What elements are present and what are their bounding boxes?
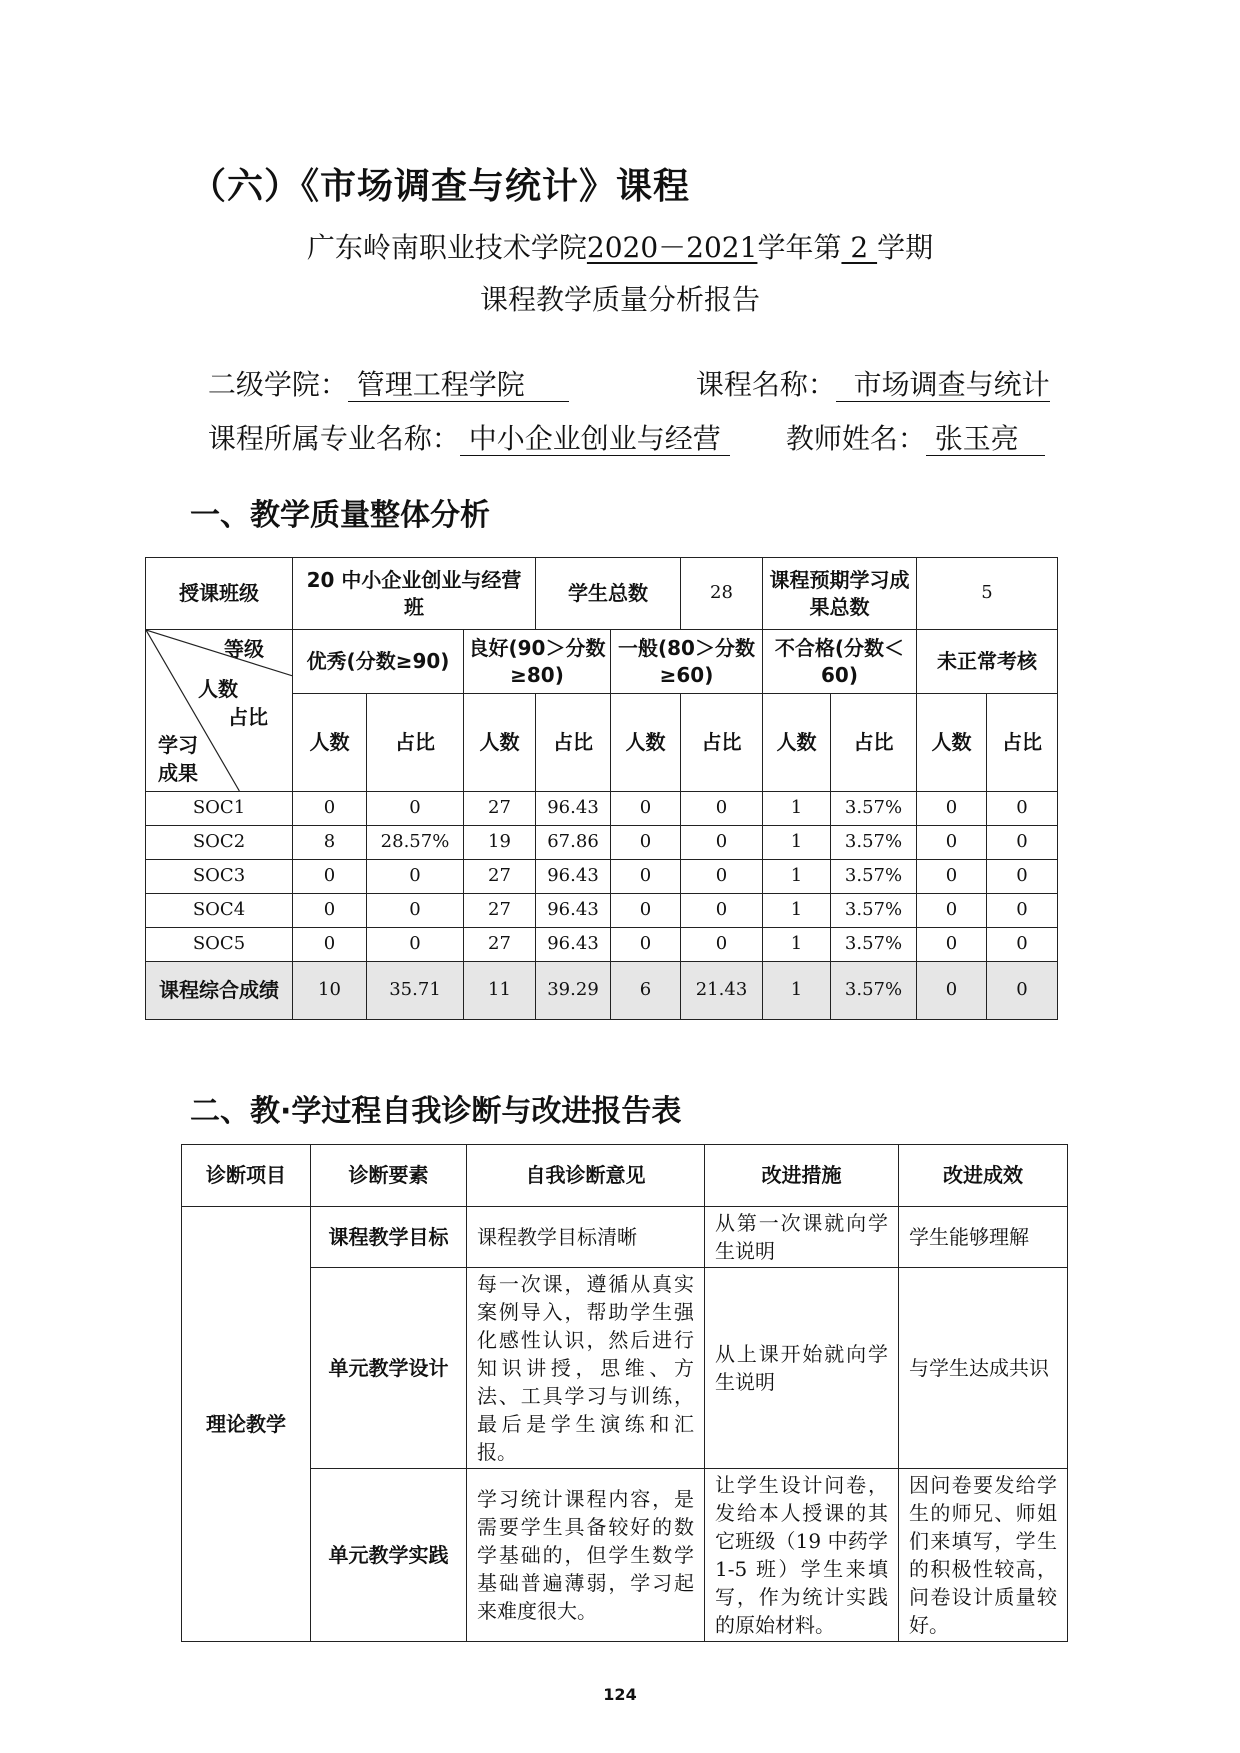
outcome-cell: 0 (681, 928, 763, 962)
outcome-label: SOC5 (146, 928, 293, 962)
outcome-cell: 27 (464, 860, 536, 894)
outcomes-value: 5 (917, 558, 1058, 630)
section-1-title: 一、教学质量整体分析 (190, 498, 490, 533)
sub-ratio-header: 占比 (831, 694, 917, 792)
outcome-cell: 0 (987, 860, 1058, 894)
total-cell: 3.57% (831, 962, 917, 1020)
sub-count-header: 人数 (917, 694, 987, 792)
outcome-cell: 0 (293, 792, 367, 826)
total-cell: 6 (611, 962, 681, 1020)
total-cell: 10 (293, 962, 367, 1020)
outcome-cell: 0 (367, 894, 464, 928)
total-cell: 39.29 (536, 962, 611, 1020)
major-field (190, 384, 730, 457)
outcome-row (146, 860, 1058, 894)
sub-ratio-header: 占比 (367, 694, 464, 792)
diagnosis-header-row (182, 1145, 1068, 1207)
outcome-cell: 1 (763, 928, 831, 962)
sub-ratio-header: 占比 (681, 694, 763, 792)
college-value: 管理工程学院 (347, 368, 570, 401)
total-cell: 21.43 (681, 962, 763, 1020)
total-cell: 11 (464, 962, 536, 1020)
sub-count-header: 人数 (763, 694, 831, 792)
page-number: 124 (603, 1685, 637, 1704)
total-cell: 35.71 (367, 962, 464, 1020)
header-opinion: 自我诊断意见 (467, 1145, 705, 1207)
sub-count-header: 人数 (464, 694, 536, 792)
diagnosis-measure: 让学生设计问卷，发给本人授课的其它班级（19 中药学 1-5 班）学生来填写，作为统计实践的原始材料。 (705, 1469, 899, 1642)
diagonal-header-cell (146, 630, 293, 792)
report-school-line (0, 226, 1240, 266)
diagnosis-effect: 因问卷要发给学生的师兄、师姐们来填写，学生的积极性较高，问卷设计质量较好。 (899, 1469, 1068, 1642)
outcome-cell: 3.57% (831, 894, 917, 928)
outcome-cell: 1 (763, 894, 831, 928)
grade-excellent: 优秀(分数≥90) (293, 630, 464, 694)
outcome-cell: 0 (987, 826, 1058, 860)
term-suffix: 学期 (877, 231, 934, 264)
outcome-cell: 96.43 (536, 928, 611, 962)
total-cell: 0 (987, 962, 1058, 1020)
outcome-rows (146, 792, 1058, 962)
total-label: 课程综合成绩 (146, 962, 293, 1020)
header-effect: 改进成效 (899, 1145, 1068, 1207)
outcome-row (146, 928, 1058, 962)
outcome-cell: 0 (293, 860, 367, 894)
sub-count-header: 人数 (611, 694, 681, 792)
outcome-cell: 0 (367, 792, 464, 826)
outcome-cell: 0 (917, 928, 987, 962)
students-label: 学生总数 (536, 558, 681, 630)
header-item: 诊断项目 (182, 1145, 311, 1207)
diag-grade-label: 等级 (224, 637, 264, 661)
outcome-cell: 0 (987, 928, 1058, 962)
outcome-cell: 0 (917, 860, 987, 894)
diagnosis-element: 课程教学目标 (311, 1207, 467, 1268)
diagnosis-measure: 从上课开始就向学生说明 (705, 1268, 899, 1469)
outcome-row (146, 894, 1058, 928)
outcome-cell: 96.43 (536, 860, 611, 894)
outcome-cell: 0 (987, 894, 1058, 928)
header-measure: 改进措施 (705, 1145, 899, 1207)
grade-fail: 不合格(分数＜60) (763, 630, 917, 694)
major-label: 课程所属专业名称： (207, 422, 460, 455)
outcome-label: SOC1 (146, 792, 293, 826)
outcome-cell: 0 (367, 928, 464, 962)
diag-outcome-label-1: 学习 (158, 733, 198, 757)
diagnosis-element: 单元教学实践 (311, 1469, 467, 1642)
outcome-cell: 0 (293, 928, 367, 962)
diagnosis-measure: 从第一次课就向学生说明 (705, 1207, 899, 1268)
outcome-cell: 0 (611, 792, 681, 826)
report-title: 课程教学质量分析报告 (479, 283, 760, 316)
academic-year: 2020－2021 (586, 231, 758, 264)
outcome-cell: 0 (917, 894, 987, 928)
outcome-cell: 0 (611, 928, 681, 962)
diag-count-label: 人数 (198, 677, 238, 701)
course-label: 课程名称： (695, 368, 836, 401)
class-info-row (146, 558, 1058, 630)
diagnosis-row (182, 1469, 1068, 1642)
quality-analysis-table (145, 557, 1058, 1020)
diagnosis-element: 单元教学设计 (311, 1268, 467, 1469)
college-label: 二级学院： (207, 368, 348, 401)
diag-outcome-label-2: 成果 (158, 761, 198, 785)
outcome-cell: 19 (464, 826, 536, 860)
outcome-cell: 0 (917, 826, 987, 860)
grade-header-row (146, 630, 1058, 694)
total-cell: 1 (763, 962, 831, 1020)
outcome-row (146, 792, 1058, 826)
outcome-cell: 96.43 (536, 894, 611, 928)
teacher-label: 教师姓名： (785, 422, 926, 455)
teacher-field (768, 384, 1045, 457)
outcome-cell: 3.57% (831, 826, 917, 860)
section-2-title: 二、教·学过程自我诊断与改进报告表 (190, 1094, 682, 1129)
outcome-cell: 0 (681, 826, 763, 860)
diagnosis-row (182, 1207, 1068, 1268)
outcome-cell: 28.57% (367, 826, 464, 860)
diagnosis-table (181, 1144, 1068, 1642)
teacher-value: 张玉亮 (925, 422, 1046, 455)
header-element: 诊断要素 (311, 1145, 467, 1207)
grade-absent: 未正常考核 (917, 630, 1058, 694)
total-cell: 0 (917, 962, 987, 1020)
diagnosis-opinion: 课程教学目标清晰 (467, 1207, 705, 1268)
page-heading: （六）《市场调查与统计》课程 (190, 166, 691, 207)
school-name: 广东岭南职业技术学院 (306, 231, 587, 264)
outcome-cell: 3.57% (831, 928, 917, 962)
sub-count-header: 人数 (293, 694, 367, 792)
year-suffix: 学年第 (757, 231, 842, 264)
term-number: 2 (841, 231, 878, 264)
outcome-cell: 3.57% (831, 792, 917, 826)
outcome-cell: 8 (293, 826, 367, 860)
outcome-cell: 1 (763, 860, 831, 894)
outcome-cell: 0 (367, 860, 464, 894)
sub-ratio-header: 占比 (987, 694, 1058, 792)
outcome-cell: 27 (464, 928, 536, 962)
outcome-label: SOC3 (146, 860, 293, 894)
outcome-cell: 0 (681, 792, 763, 826)
class-label: 授课班级 (146, 558, 293, 630)
diag-ratio-label: 占比 (228, 705, 268, 729)
outcome-cell: 0 (987, 792, 1058, 826)
diagnosis-row (182, 1268, 1068, 1469)
grade-average: 一般(80＞分数≥60) (611, 630, 763, 694)
sub-ratio-header: 占比 (536, 694, 611, 792)
outcome-cell: 0 (611, 860, 681, 894)
outcome-label: SOC2 (146, 826, 293, 860)
class-value: 20 中小企业创业与经营班 (293, 558, 536, 630)
outcome-cell: 0 (611, 894, 681, 928)
grade-good: 良好(90＞分数≥80) (464, 630, 611, 694)
outcome-cell: 67.86 (536, 826, 611, 860)
outcome-cell: 27 (464, 792, 536, 826)
outcome-cell: 0 (293, 894, 367, 928)
outcomes-label: 课程预期学习成果总数 (763, 558, 917, 630)
total-row (146, 962, 1058, 1020)
outcome-row (146, 826, 1058, 860)
group-label: 理论教学 (182, 1207, 311, 1642)
course-value: 市场调查与统计 (835, 368, 1050, 401)
outcome-cell: 3.57% (831, 860, 917, 894)
outcome-cell: 96.43 (536, 792, 611, 826)
major-value: 中小企业创业与经营 (459, 422, 730, 455)
outcome-cell: 0 (681, 894, 763, 928)
diagnosis-opinion: 每一次课，遵循从真实案例导入，帮助学生强化感性认识，然后进行知识讲授，思维、方法、工具学习与训练，最后是学生演练和汇报。 (467, 1268, 705, 1469)
outcome-cell: 1 (763, 826, 831, 860)
outcome-cell: 0 (917, 792, 987, 826)
diagnosis-effect: 学生能够理解 (899, 1207, 1068, 1268)
outcome-cell: 0 (611, 826, 681, 860)
diagnosis-opinion: 学习统计课程内容，是需要学生具备较好的数学基础的，但学生数学基础普遍薄弱，学习起来难度很大。 (467, 1469, 705, 1642)
outcome-cell: 27 (464, 894, 536, 928)
outcome-cell: 0 (681, 860, 763, 894)
outcome-label: SOC4 (146, 894, 293, 928)
students-value: 28 (681, 558, 763, 630)
outcome-cell: 1 (763, 792, 831, 826)
diagnosis-effect: 与学生达成共识 (899, 1268, 1068, 1469)
